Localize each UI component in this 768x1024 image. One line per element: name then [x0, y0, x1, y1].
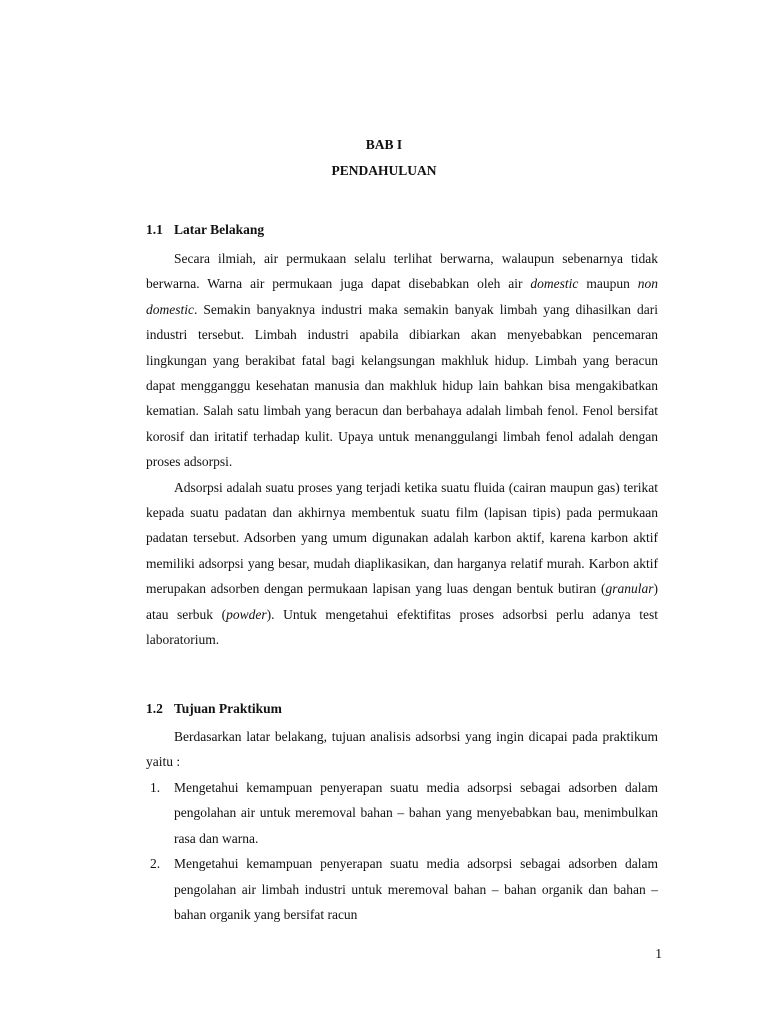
- paragraph: Berdasarkan latar belakang, tujuan analisis adsorbsi yang ingin dicapai pada praktikum yaitu :: [146, 729, 658, 770]
- italic-term: powder: [226, 606, 267, 622]
- list-item: [146, 851, 658, 927]
- paragraph-text: Adsorpsi adalah suatu proses yang terjadi ketika suatu fluida (cairan maupun gas) terikat kepada suatu padatan dan akhirnya membentuk suatu film (lapisan tipis) pada permukaan padatan tersebut. Adsorben yang umum digunakan adalah karbon aktif, karena karbon aktif memiliki adsorpsi yang besar, mudah diaplikasikan, dan harganya relatif murah. Karbon aktif merupakan adsorben dengan permukaan lapisan yang luas dengan bentuk butiran (: [146, 479, 658, 597]
- section-body-tujuan-praktikum: [146, 724, 658, 775]
- section-heading-tujuan-praktikum: [146, 701, 282, 717]
- section-number: 1.1: [146, 222, 163, 237]
- paragraph-text: ) atau serbuk (: [146, 581, 658, 622]
- list-item-text: Mengetahui kemampuan penyerapan suatu media adsorpsi sebagai adsorben dalam pengolahan air untuk meremoval bahan – bahan yang menyebabkan bau, menimbulkan rasa dan warna.: [174, 780, 658, 846]
- chapter-title: PENDAHULUAN: [331, 163, 437, 178]
- page-number: 1: [655, 946, 662, 961]
- italic-term: granular: [605, 581, 654, 597]
- section-body-latar-belakang: [146, 246, 658, 653]
- paragraph-text: . Semakin banyaknya industri maka semakin banyak limbah yang dihasilkan dari industri tersebut. Limbah industri apabila dibiarkan akan menyebabkan pencemaran lingkungan yang berakibat fatal bagi kelangsungan makhluk hidup. Limbah yang beracun dapat mengganggu kesehatan manusia dan makhluk hidup lain bahkan bisa mengakibatkan kematian. Salah satu limbah yang beracun dan berbahaya adalah limbah fenol. Fenol bersifat korosif dan iritatif terhadap kulit. Upaya untuk menanggulangi limbah fenol adalah dengan proses adsorpsi.: [146, 301, 658, 470]
- paragraph-text: maupun: [578, 276, 638, 292]
- chapter-number: BAB I: [365, 137, 403, 152]
- section-heading-latar-belakang: [146, 222, 264, 238]
- list-item-number: 1.: [150, 780, 161, 795]
- paragraph: [146, 246, 658, 475]
- list-item-text: Mengetahui kemampuan penyerapan suatu media adsorpsi sebagai adsorben dalam pengolahan air limbah industri untuk meremoval bahan – bahan organik dan bahan – bahan organik yang bersifat racun: [174, 856, 658, 923]
- paragraph: [146, 475, 658, 653]
- list-item: [146, 775, 658, 851]
- italic-term: domestic: [530, 276, 579, 292]
- paragraph-text: ). Untuk mengetahui efektifitas proses adsorbsi perlu adanya test laboratorium.: [146, 606, 658, 648]
- italic-term: non domestic: [146, 276, 659, 317]
- section-number: 1.2: [146, 701, 163, 716]
- section-title: Tujuan Praktikum: [174, 701, 282, 716]
- section-title: Latar Belakang: [174, 222, 265, 237]
- list-item-number: 2.: [150, 856, 161, 872]
- paragraph-text: Secara ilmiah, air permukaan selalu terlihat berwarna, walaupun sebenarnya tidak berwarna. Warna air permukaan juga dapat disebabkan oleh air: [146, 251, 658, 292]
- objectives-list: [146, 775, 658, 927]
